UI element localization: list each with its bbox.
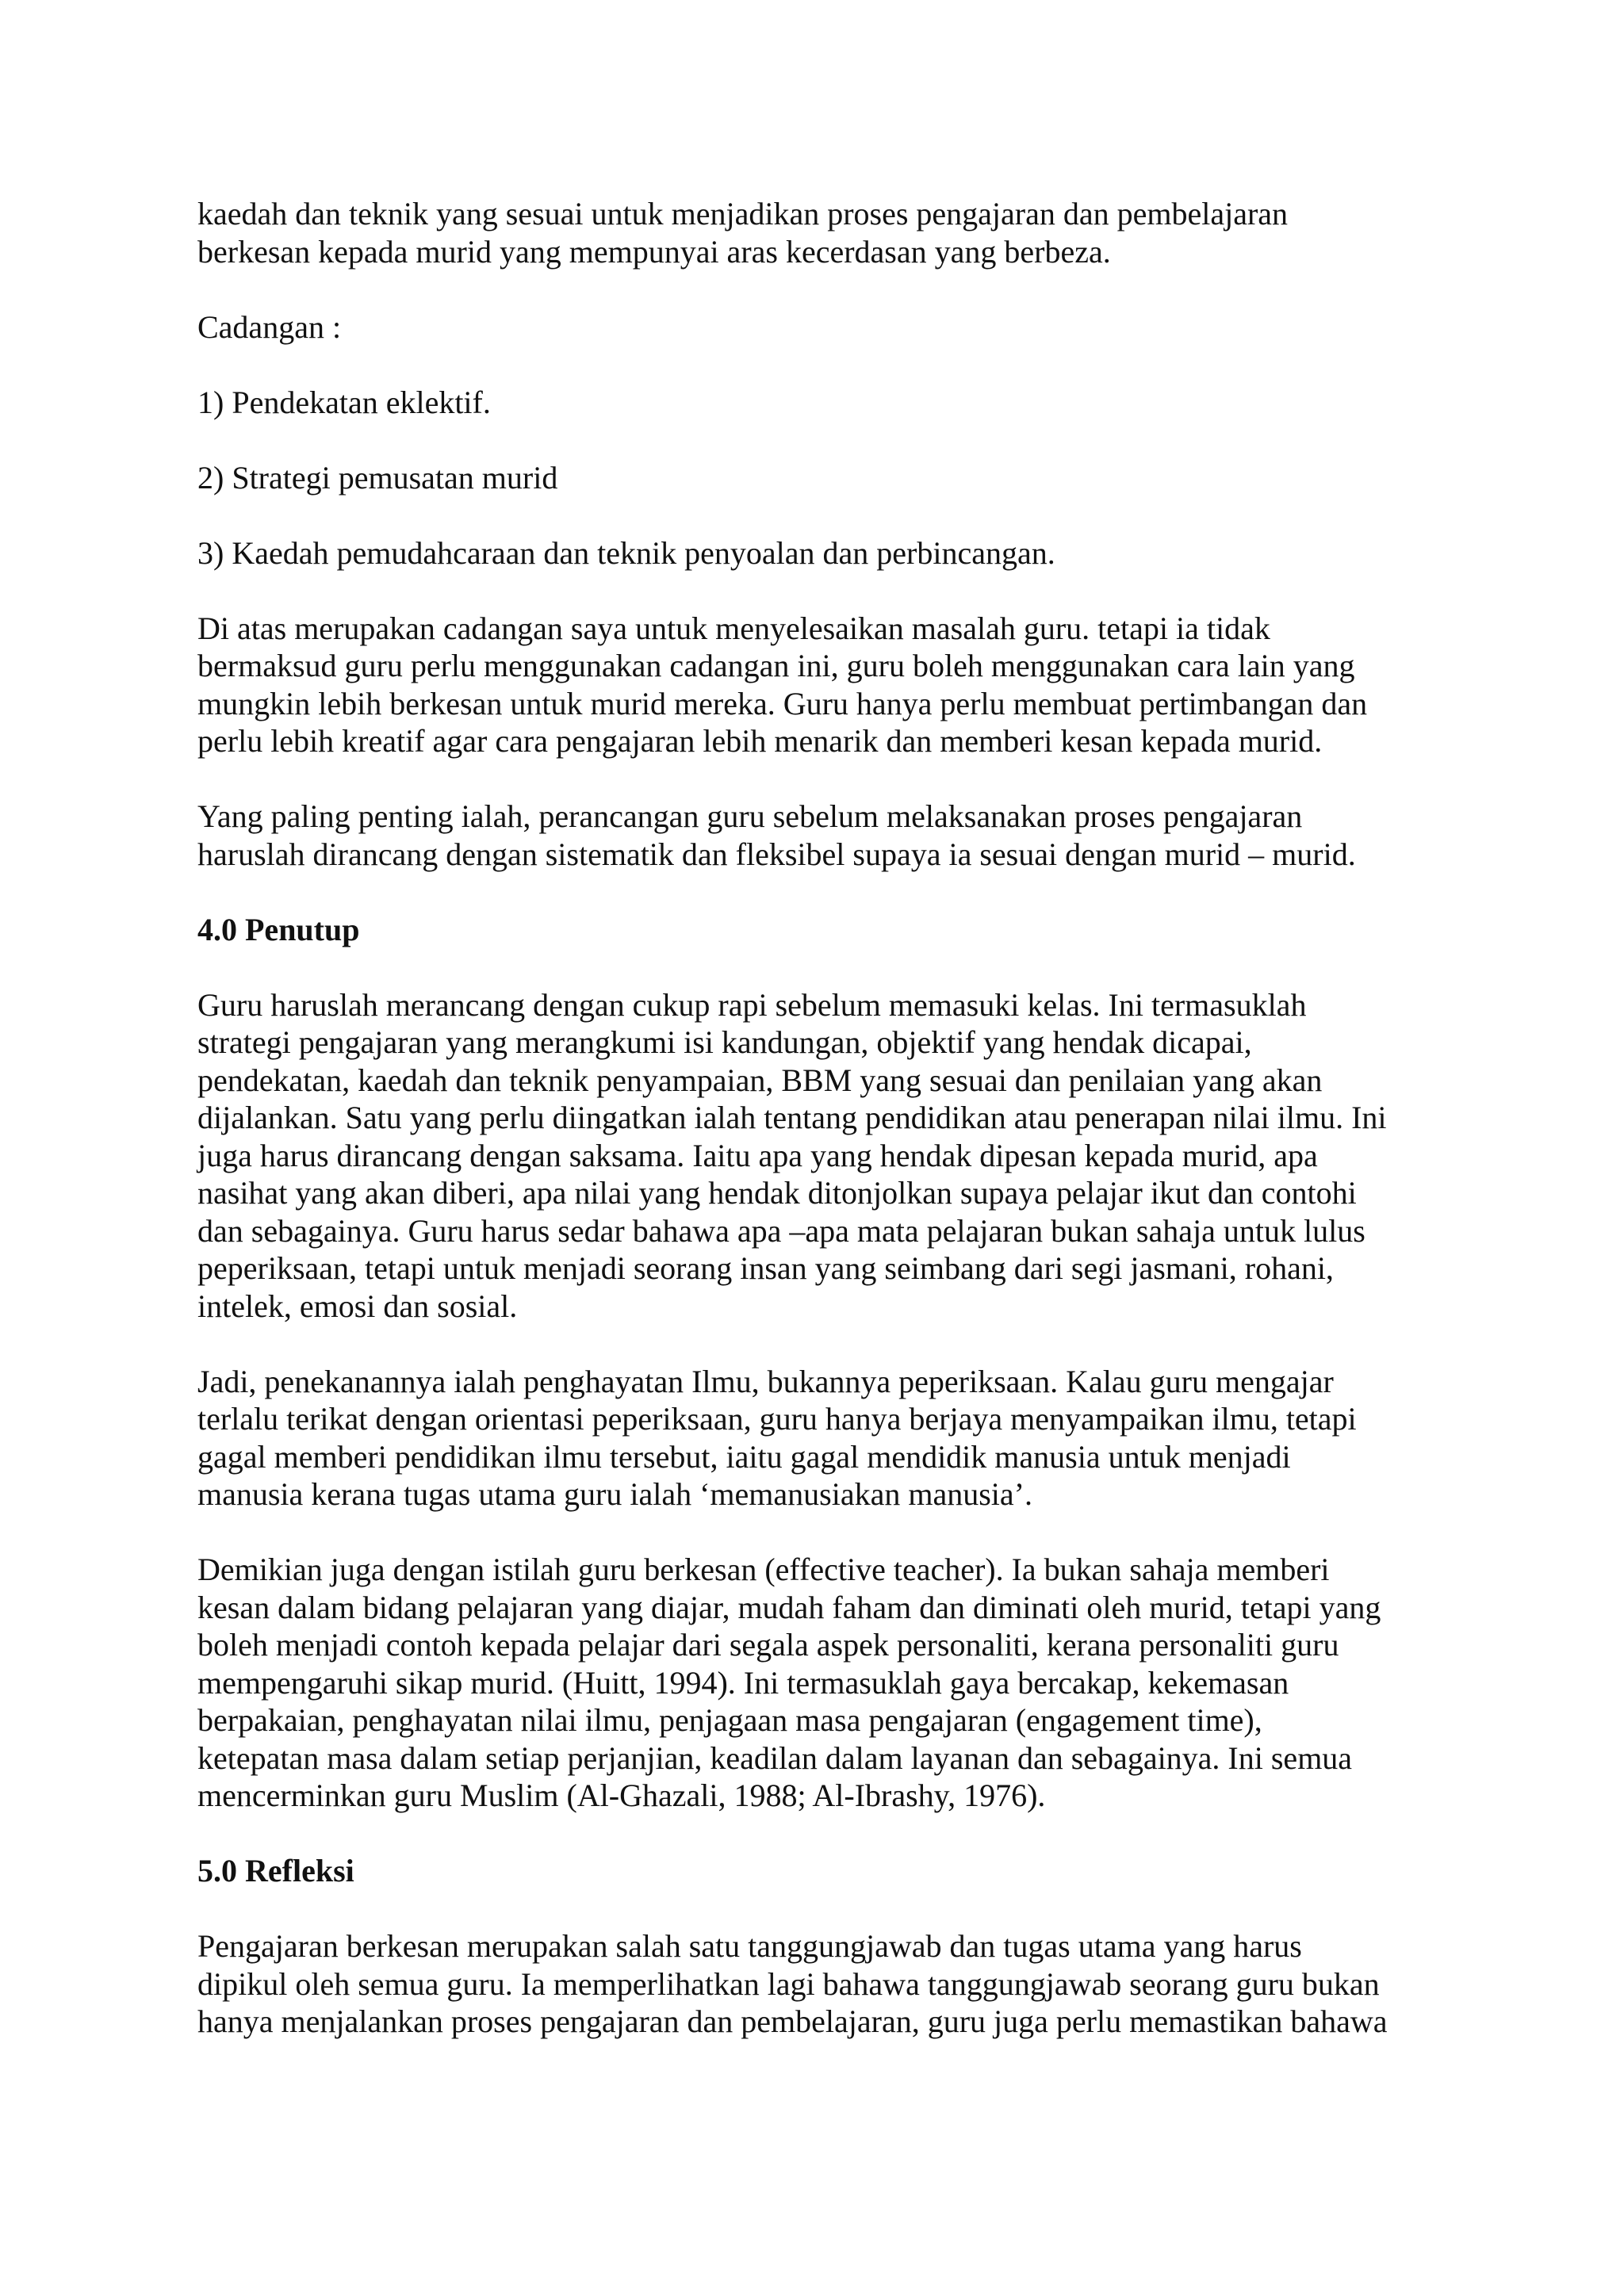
paragraph-pengajaran (197, 1927, 1450, 2041)
text-line: boleh menjadi contoh kepada pelajar dari segala aspek personaliti, kerana personaliti guru (197, 1627, 1339, 1663)
text-line: Guru haruslah merancang dengan cukup rapi sebelum memasuki kelas. Ini termasuklah (197, 986, 1307, 1023)
text-line: mencerminkan guru Muslim (Al-Ghazali, 1988; Al-Ibrashy, 1976). (197, 1777, 1046, 1813)
text-line: peperiksaan, tetapi untuk menjadi seorang insan yang seimbang dari segi jasmani, rohani, (197, 1250, 1334, 1286)
text-line: juga harus dirancang dengan saksama. Iaitu apa yang hendak dipesan kepada murid, apa (197, 1137, 1318, 1173)
cadangan-label: Cadangan : (197, 308, 342, 345)
intro-paragraph (197, 195, 1450, 270)
text-line: dipikul oleh semua guru. Ia memperlihatkan lagi bahawa tanggungjawab seorang guru bukan (197, 1965, 1380, 2002)
text-line: ketepatan masa dalam setiap perjanjian, keadilan dalam layanan dan sebagainya. Ini semua (197, 1739, 1353, 1776)
text-line: mempengaruhi sikap murid. (Huitt, 1994). Ini termasuklah gaya bercakap, kekemasan (197, 1664, 1289, 1701)
text-line: strategi pengajaran yang merangkumi isi kandungan, objektif yang hendak dicapai, (197, 1024, 1252, 1060)
paragraph-di-atas (197, 610, 1450, 760)
text-line: dijalankan. Satu yang perlu diingatkan ialah tentang pendidikan atau penerapan nilai ilmu. Ini (197, 1100, 1387, 1135)
text-line: pendekatan, kaedah dan teknik penyampaian, BBM yang sesuai dan penilaian yang akan (197, 1062, 1323, 1098)
text-line: Yang paling penting ialah, perancangan guru sebelum melaksanakan proses pengajaran (197, 798, 1303, 834)
paragraph-jadi (197, 1363, 1450, 1513)
text-line: terlalu terikat dengan orientasi peperiksaan, guru hanya berjaya menyampaikan ilmu, tetapi (197, 1401, 1357, 1437)
text-line: perlu lebih kreatif agar cara pengajaran lebih menarik dan memberi kesan kepada murid. (197, 723, 1323, 759)
cadangan-item-2: 2) Strategi pemusatan murid (197, 459, 558, 496)
text-line: intelek, emosi dan sosial. (197, 1288, 518, 1324)
text-line: mungkin lebih berkesan untuk murid mereka. Guru hanya perlu membuat pertimbangan dan (197, 685, 1368, 721)
paragraph-guru (197, 986, 1450, 1326)
text-line: hanya menjalankan proses pengajaran dan pembelajaran, guru juga perlu memastikan bahawa (197, 2003, 1388, 2039)
section-heading-refleksi: 5.0 Refleksi (197, 1853, 354, 1888)
text-line: berkesan kepada murid yang mempunyai aras kecerdasan yang berbeza. (197, 233, 1111, 270)
cadangan-item-1: 1) Pendekatan eklektif. (197, 384, 491, 420)
text-line: Pengajaran berkesan merupakan salah satu tanggungjawab dan tugas utama yang harus (197, 1928, 1302, 1964)
text-line: nasihat yang akan diberi, apa nilai yang hendak ditonjolkan supaya pelajar ikut dan contohi (197, 1175, 1357, 1211)
text-line: dan sebagainya. Guru harus sedar bahawa apa –apa mata pelajaran bukan sahaja untuk lulus (197, 1212, 1365, 1249)
text-line: manusia kerana tugas utama guru ialah ‘memanusiakan manusia’. (197, 1476, 1032, 1512)
document-page (197, 195, 1450, 2078)
paragraph-demikian (197, 1551, 1450, 1815)
text-line: berpakaian, penghayatan nilai ilmu, penjagaan masa pengajaran (engagement time), (197, 1702, 1262, 1738)
text-line: kesan dalam bidang pelajaran yang diajar, mudah faham dan diminati oleh murid, tetapi yang (197, 1589, 1381, 1625)
text-line: gagal memberi pendidikan ilmu tersebut, iaitu gagal mendidik manusia untuk menjadi (197, 1438, 1291, 1475)
paragraph-yang-paling (197, 798, 1450, 873)
text-line: Demikian juga dengan istilah guru berkesan (effective teacher). Ia bukan sahaja memberi (197, 1552, 1330, 1587)
text-line: haruslah dirancang dengan sistematik dan fleksibel supaya ia sesuai dengan murid – murid. (197, 836, 1356, 872)
text-line: bermaksud guru perlu menggunakan cadangan ini, guru boleh menggunakan cara lain yang (197, 648, 1355, 683)
section-heading-penutup: 4.0 Penutup (197, 911, 360, 947)
text-line: kaedah dan teknik yang sesuai untuk menjadikan proses pengajaran dan pembelajaran (197, 196, 1289, 232)
cadangan-item-3: 3) Kaedah pemudahcaraan dan teknik penyoalan dan perbincangan. (197, 534, 1055, 571)
text-line: Di atas merupakan cadangan saya untuk menyelesaikan masalah guru. tetapi ia tidak (197, 610, 1270, 646)
text-line: Jadi, penekanannya ialah penghayatan Ilmu, bukannya peperiksaan. Kalau guru mengajar (197, 1363, 1334, 1399)
